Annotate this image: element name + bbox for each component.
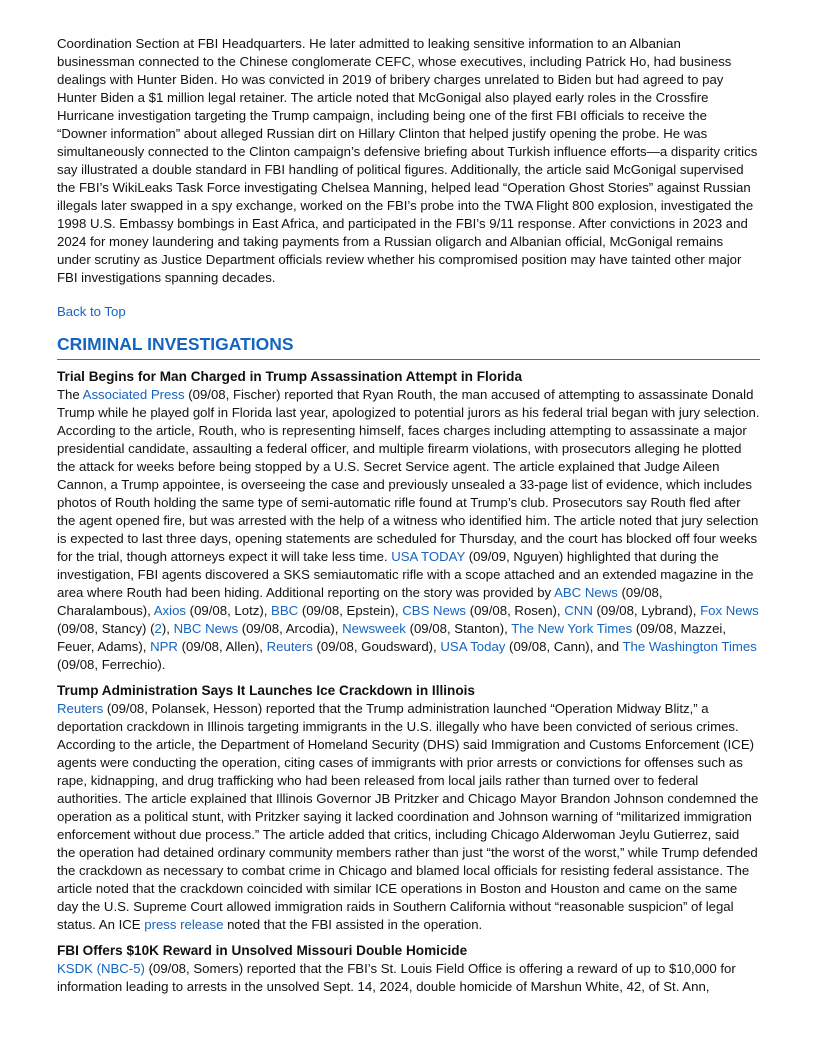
source-link-washington-times[interactable]: The Washington Times [622, 639, 757, 654]
story-illinois-ice-crackdown [57, 682, 760, 934]
source-link-reuters[interactable]: Reuters [57, 701, 104, 716]
source-link-nbc-news[interactable]: NBC News [173, 621, 239, 636]
source-link-cnn[interactable]: CNN [564, 603, 593, 618]
intro-paragraph: Coordination Section at FBI Headquarters. He later admitted to leaking sensitive information to an Albanian businessman connected to the Chinese conglomerate CEFC, whose executives, including Patrick Ho, had business dealings with Hunter Biden. Ho was convicted in 2019 of bribery charges unrelated to Biden but had agreed to pay Hunter Biden a $1 million legal retainer. The article noted that McGonigal also played early roles in the Crossfire Hurricane investigation targeting the Trump campaign, including being one of the first FBI officials to receive the “Downer information” about alleged Russian dirt on Hillary Clinton that helped justify opening the probe. He was simultaneously connected to the Clinton campaign’s defensive briefing about Turkish influence efforts—a disparity critics say illustrated a double standard in FBI handling of political figures. Additionally, the article said McGonigal supervised the FBI’s WikiLeaks Task Force investigating Chelsea Manning, helped lead “Operation Ghost Stories” against Russian illegals later swapped in a spy exchange, worked on the FBI’s probe into the TWA Flight 800 explosion, investigated the 1998 U.S. Embassy bombings in East Africa, and participated in the FBI’s 9/11 response. After convictions in 2023 and 2024 for money laundering and taking payments from a Russian oligarch and Albanian official, McGonigal remains under scrutiny as Justice Department officials review whether his compromised position may have tainted other major FBI investigations spanning decades. [57, 36, 758, 285]
source-link-usa-today[interactable]: USA TODAY [391, 549, 466, 564]
story-title: Trial Begins for Man Charged in Trump Assassination Attempt in Florida [57, 369, 523, 384]
document-body [57, 35, 760, 1004]
back-to-top-link[interactable]: Back to Top [57, 304, 126, 319]
source-link-reuters[interactable]: Reuters [266, 639, 313, 654]
source-link-associated-press[interactable]: Associated Press [82, 387, 185, 402]
story-trump-assassination-trial [57, 368, 760, 674]
story-missouri-double-homicide [57, 942, 760, 996]
source-link-axios[interactable]: Axios [153, 603, 187, 618]
story-title: FBI Offers $10K Reward in Unsolved Missouri Double Homicide [57, 943, 468, 958]
source-link-bbc[interactable]: BBC [271, 603, 299, 618]
source-link-press-release[interactable]: press release [144, 917, 224, 932]
source-link-ksdk[interactable]: KSDK (NBC-5) [57, 961, 145, 976]
source-link-fox-news[interactable]: Fox News [700, 603, 759, 618]
source-link-newsweek[interactable]: Newsweek [342, 621, 406, 636]
source-link-usa-today-2[interactable]: USA Today [440, 639, 506, 654]
source-link-npr[interactable]: NPR [150, 639, 178, 654]
section-title-criminal-investigations: CRIMINAL INVESTIGATIONS [57, 333, 760, 360]
story-body: KSDK (NBC-5) (09/08, Somers) reported that the FBI’s St. Louis Field Office is offering a reward of up to $10,000 for information leading to arrests in the unsolved Sept. 14, 2024, double homicide of Marshun White, 42, of St. Ann, [57, 961, 736, 994]
story-title: Trump Administration Says It Launches Ice Crackdown in Illinois [57, 683, 475, 698]
source-link-cbs-news[interactable]: CBS News [402, 603, 467, 618]
story-body: Reuters (09/08, Polansek, Hesson) reported that the Trump administration launched “Operation Midway Blitz,” a deportation crackdown in Illinois targeting immigrants in the U.S. illegally who have been convicted of serious crimes. According to the article, the Department of Homeland Security (DHS) said Immigration and Customs Enforcement (ICE) agents were conducting the operation, citing cases of immigrants with prior arrests or convictions for offenses such as rape, kidnapping, and drug trafficking who had been released from local jails rather than turned over to federal authorities. The article explained that Illinois Governor JB Pritzker and Chicago Mayor Brandon Johnson condemned the operation as a political stunt, with Pritzker saying it lacked coordination and Johnson warning of “militarized immigration enforcement without due process.” The article added that critics, including Chicago Alderwoman Jeylu Gutierrez, said the operation had detained ordinary community members rather than just “the worst of the worst,” while Trump defended the crackdown as necessary to combat crime in Chicago and blamed local officials for resisting federal assistance. The article noted that the crackdown coincided with similar ICE operations in Boston and Houston and came on the same day the U.S. Supreme Court allowed immigration raids in Southern California without “reasonable suspicion” of legal status. An ICE press release noted that the FBI assisted in the operation. [57, 701, 759, 932]
source-link-fox-news-2[interactable]: 2 [154, 621, 162, 636]
source-link-new-york-times[interactable]: The New York Times [511, 621, 633, 636]
story-body: The Associated Press (09/08, Fischer) reported that Ryan Routh, the man accused of attempting to assassinate Donald Trump while he played golf in Florida last year, apologized to potential jurors as his federal trial began with jury selection. According to the article, Routh, who is representing himself, faces charges including attempting to assassinate a major presidential candidate, assaulting a federal officer, and multiple firearm violations, with prosecutors alleging he plotted the attack for weeks before being stopped by a U.S. Secret Service agent. The article explained that Judge Aileen Cannon, a Trump appointee, is overseeing the case and previously unsealed a 33-page list of evidence, which includes photos of Routh holding the same type of semi-automatic rifle found at Trump’s club. Prosecutors say Routh fled after the agent opened fire, but was arrested with the help of a witness who identified him. The article noted that jury selection is expected to last three days, opening statements are scheduled for Thursday, and the court has blocked off four weeks for the trial, though attorneys expect it will take less time. USA TODAY (09/09, Nguyen) highlighted that during the investigation, FBI agents discovered a SKS semiautomatic rifle with a scope attached and an extended magazine in the area where Routh had been hiding. Additional reporting on the story was provided by ABC News (09/08, Charalambous), Axios (09/08, Lotz), BBC (09/08, Epstein), CBS News (09/08, Rosen), CNN (09/08, Lybrand), Fox News (09/08, Stancy) (2), NBC News (09/08, Arcodia), Newsweek (09/08, Stanton), The New York Times (09/08, Mazzei, Feuer, Adams), NPR (09/08, Allen), Reuters (09/08, Goudsward), USA Today (09/08, Cann), and The Washington Times (09/08, Ferrechio). [57, 387, 760, 672]
source-link-abc-news[interactable]: ABC News [554, 585, 618, 600]
